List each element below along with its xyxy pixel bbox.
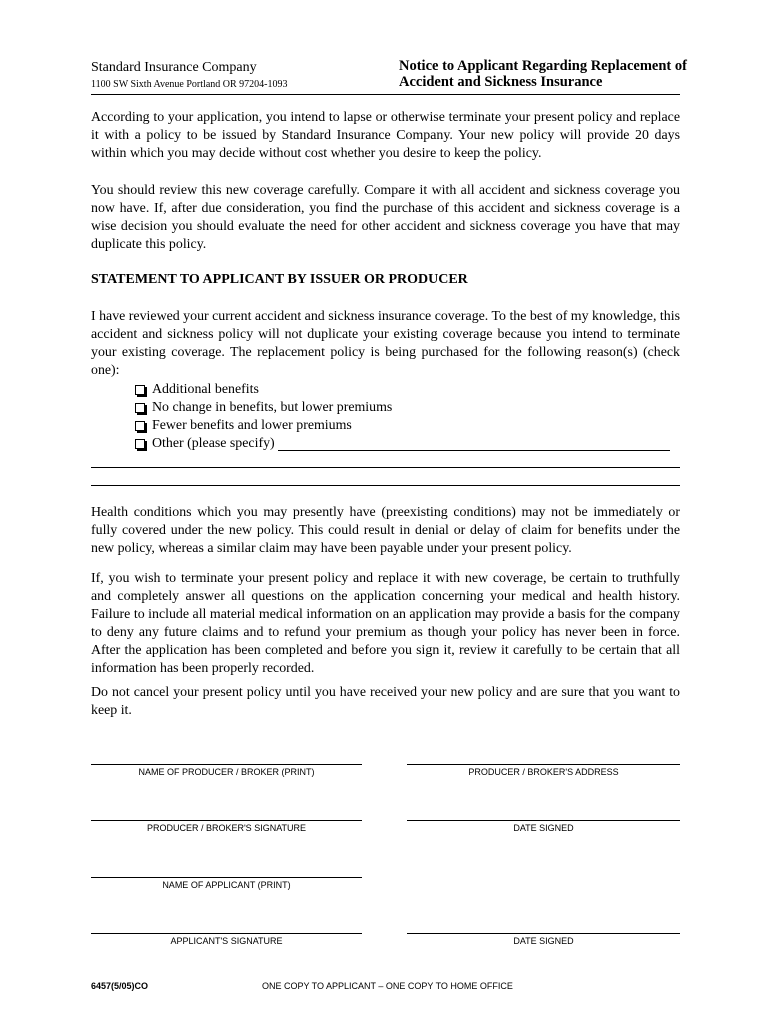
option-label: Additional benefits	[152, 382, 259, 397]
paragraph-terminate: If, you wish to terminate your present policy and replace it with new coverage, be certain to truthfully and completely answer all questions on the application concerning your medical and health history. Failure to include all material medical information on an application may provide a basis for the company to deny any future claims and to refund your premium as though your policy has never been in force. After the application has been completed and before you sign it, review it carefully to be certain that all information has been properly recorded.	[91, 571, 680, 676]
option-label: No change in benefits, but lower premiums	[152, 400, 393, 415]
date-signed-label-2: DATE SIGNED	[513, 936, 574, 946]
producer-signature-label: PRODUCER / BROKER'S SIGNATURE	[146, 823, 307, 833]
statement-heading: STATEMENT TO APPLICANT BY ISSUER OR PRODUCER	[91, 272, 468, 287]
applicant-name-label: NAME OF APPLICANT (PRINT)	[162, 880, 291, 890]
header-rule	[91, 94, 680, 95]
document-title	[399, 58, 687, 90]
company-name: Standard Insurance Company	[91, 60, 257, 75]
paragraph-intro: According to your application, you intend to lapse or otherwise terminate your present policy and replace it with a policy to be issued by Standard Insurance Company. Your new policy will provide 20 days within which you may decide without cost whether you desire to keep the policy.	[91, 110, 680, 161]
title-line-2: Accident and Sickness Insurance	[399, 74, 603, 90]
company-address: 1100 SW Sixth Avenue Portland OR 97204-1093	[91, 79, 288, 90]
checkbox[interactable]	[135, 421, 145, 431]
producer-address-label: PRODUCER / BROKER'S ADDRESS	[468, 767, 619, 777]
option-label: Other (please specify)	[152, 436, 275, 451]
date-signed-field-1[interactable]	[407, 820, 680, 821]
paragraph-do-not-cancel: Do not cancel your present policy until you have received your new policy and are sure that you want to keep it.	[91, 685, 680, 718]
form-number: 6457(5/05)CO	[91, 981, 149, 991]
option-lower-premiums[interactable]	[135, 399, 392, 417]
option-other[interactable]	[135, 435, 670, 453]
checkbox[interactable]	[135, 439, 145, 449]
applicant-signature-label: APPLICANT'S SIGNATURE	[170, 936, 283, 946]
producer-name-field[interactable]	[91, 764, 362, 765]
applicant-name-field[interactable]	[91, 877, 362, 878]
title-line-1: Notice to Applicant Regarding Replacement of	[399, 58, 687, 74]
date-signed-label-1: DATE SIGNED	[513, 823, 574, 833]
paragraph-statement: I have reviewed your current accident and sickness insurance coverage. To the best of my knowledge, this accident and sickness policy will not duplicate your existing coverage because you intend to terminate your existing coverage. The replacement policy is being purchased for the following reason(s) (check one):	[91, 309, 680, 378]
producer-signature-field[interactable]	[91, 820, 362, 821]
checkbox[interactable]	[135, 385, 145, 395]
paragraph-health-conditions: Health conditions which you may presently have (preexisting conditions) may not be immediately or fully covered under the new policy. This could result in denial or delay of claim for benefits under the new policy, whereas a similar claim may have been payable under your present policy.	[91, 505, 680, 556]
checkbox[interactable]	[135, 403, 145, 413]
copy-distribution-note: ONE COPY TO APPLICANT – ONE COPY TO HOME OFFICE	[262, 981, 513, 991]
option-additional-benefits[interactable]	[135, 381, 259, 399]
option-fewer-benefits[interactable]	[135, 417, 352, 435]
option-label: Fewer benefits and lower premiums	[152, 418, 352, 433]
applicant-signature-field[interactable]	[91, 933, 362, 934]
other-specify-line-2[interactable]	[91, 467, 680, 468]
producer-name-label: NAME OF PRODUCER / BROKER (PRINT)	[138, 767, 315, 777]
date-signed-field-2[interactable]	[407, 933, 680, 934]
paragraph-review: You should review this new coverage carefully. Compare it with all accident and sickness coverage you now have. If, after due consideration, you find the purchase of this accident and sickness coverage is a wise decision you should evaluate the need for other accident and sickness coverage you have that may duplicate this policy.	[91, 183, 680, 252]
other-specify-field[interactable]	[278, 438, 670, 451]
other-specify-line-3[interactable]	[91, 485, 680, 486]
producer-address-field[interactable]	[407, 764, 680, 765]
